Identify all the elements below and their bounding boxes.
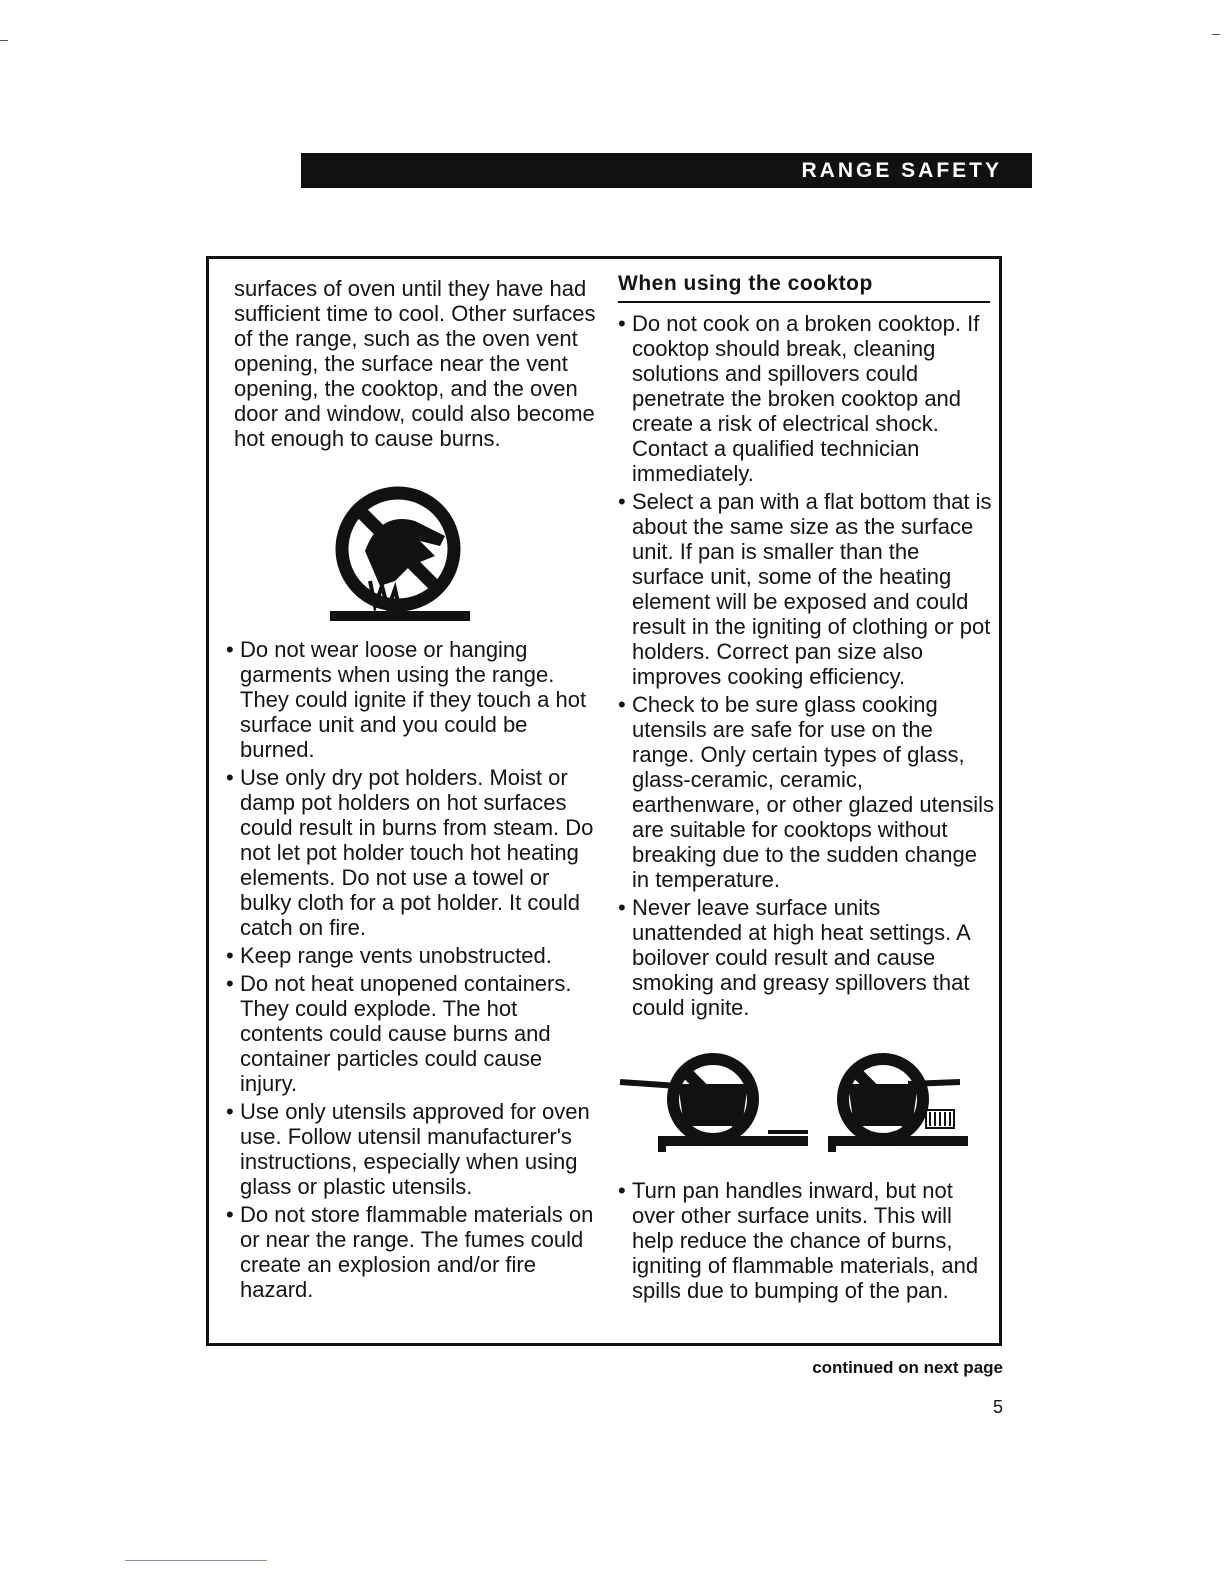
scan-mark [1212, 34, 1220, 35]
no-pan-handle-outward-icon [618, 1044, 968, 1154]
cooktop-section-heading: When using the cooktop [618, 270, 990, 303]
list-item [618, 489, 996, 689]
list-item [226, 943, 596, 968]
no-loose-clothing-icon [330, 461, 596, 637]
list-item [226, 971, 596, 1096]
right-bullet-list [618, 311, 996, 1020]
list-item [618, 311, 996, 486]
bullet-dot: • [226, 943, 234, 968]
bullet-dot: • [226, 1202, 234, 1227]
page-number: 5 [992, 1397, 1003, 1417]
list-item-text: Keep range vents unobstructed. [240, 943, 552, 968]
section-header-bar [301, 153, 1032, 188]
scan-margin-line [125, 1560, 267, 1561]
bullet-dot: • [618, 895, 626, 920]
list-item-text: Use only utensils approved for oven use. Follow utensil manufacturer's instructions, especially when using glass or plastic utensils. [240, 1099, 590, 1199]
left-bullet-list [226, 637, 596, 1302]
list-item-text: Do not heat unopened containers. They could explode. The hot contents could cause burns and container particles could cause injury. [240, 971, 572, 1096]
list-item-text: Do not cook on a broken cooktop. If cooktop should break, cleaning solutions and spillovers could penetrate the broken cooktop and create a risk of electrical shock. Contact a qualified technician immediately. [632, 311, 980, 486]
bullet-dot: • [226, 1099, 234, 1124]
list-item [226, 765, 596, 940]
list-item-text: Check to be sure glass cooking utensils are safe for use on the range. Only certain types of glass, glass-ceramic, ceramic, earthenware, or other glazed utensils are suitable for cooktops without breaking due to the sudden change in temperature. [632, 692, 994, 892]
right-bullet-list-continued [618, 1178, 996, 1303]
list-item-text: Select a pan with a flat bottom that is about the same size as the surface unit. If pan is smaller than the surface unit, some of the heating element will be exposed and could result in the igniting of clothing or pot holders. Correct pan size also improves cooking efficiency. [632, 489, 992, 689]
list-item-text: Use only dry pot holders. Moist or damp pot holders on hot surfaces could result in burns from steam. Do not let pot holder touch hot heating elements. Do not use a towel or bulky cloth for a pot holder. It could catch on fire. [240, 765, 594, 940]
list-item-text: Turn pan handles inward, but not over other surface units. This will help reduce the chance of burns, igniting of flammable materials, and spills due to bumping of the pan. [632, 1178, 979, 1303]
pan-handle-icons [618, 1044, 996, 1168]
list-item [226, 1202, 596, 1302]
no-loose-clothing-icon-graphic [330, 461, 470, 631]
list-item [618, 692, 996, 892]
bullet-dot: • [618, 489, 626, 514]
scan-mark [0, 40, 8, 41]
intro-paragraph: surfaces of oven until they have had sufficient time to cool. Other surfaces of the range, such as the oven vent opening, the surface near the vent opening, the cooktop, and the oven door and window, could also become hot enough to cause burns. [234, 276, 596, 451]
bullet-dot: • [226, 637, 234, 662]
continued-note: continued on next page [812, 1358, 1003, 1377]
list-item [618, 895, 996, 1020]
bullet-dot: • [618, 1178, 626, 1203]
list-item [618, 1178, 996, 1303]
list-item [226, 637, 596, 762]
bullet-dot: • [618, 311, 626, 336]
bullet-dot: • [618, 692, 626, 717]
bullet-dot: • [226, 765, 234, 790]
list-item-text: Never leave surface units unattended at high heat settings. A boilover could result and cause smoking and greasy spillovers that could ignite. [632, 895, 970, 1020]
list-item-text: Do not store flammable materials on or near the range. The fumes could create an explosion and/or fire hazard. [240, 1202, 594, 1302]
right-column [618, 270, 996, 1306]
list-item [226, 1099, 596, 1199]
section-title: RANGE SAFETY [801, 159, 1002, 182]
list-item-text: Do not wear loose or hanging garments when using the range. They could ignite if they touch a hot surface unit and you could be burned. [240, 637, 587, 762]
bullet-dot: • [226, 971, 234, 996]
left-column [226, 276, 596, 1305]
